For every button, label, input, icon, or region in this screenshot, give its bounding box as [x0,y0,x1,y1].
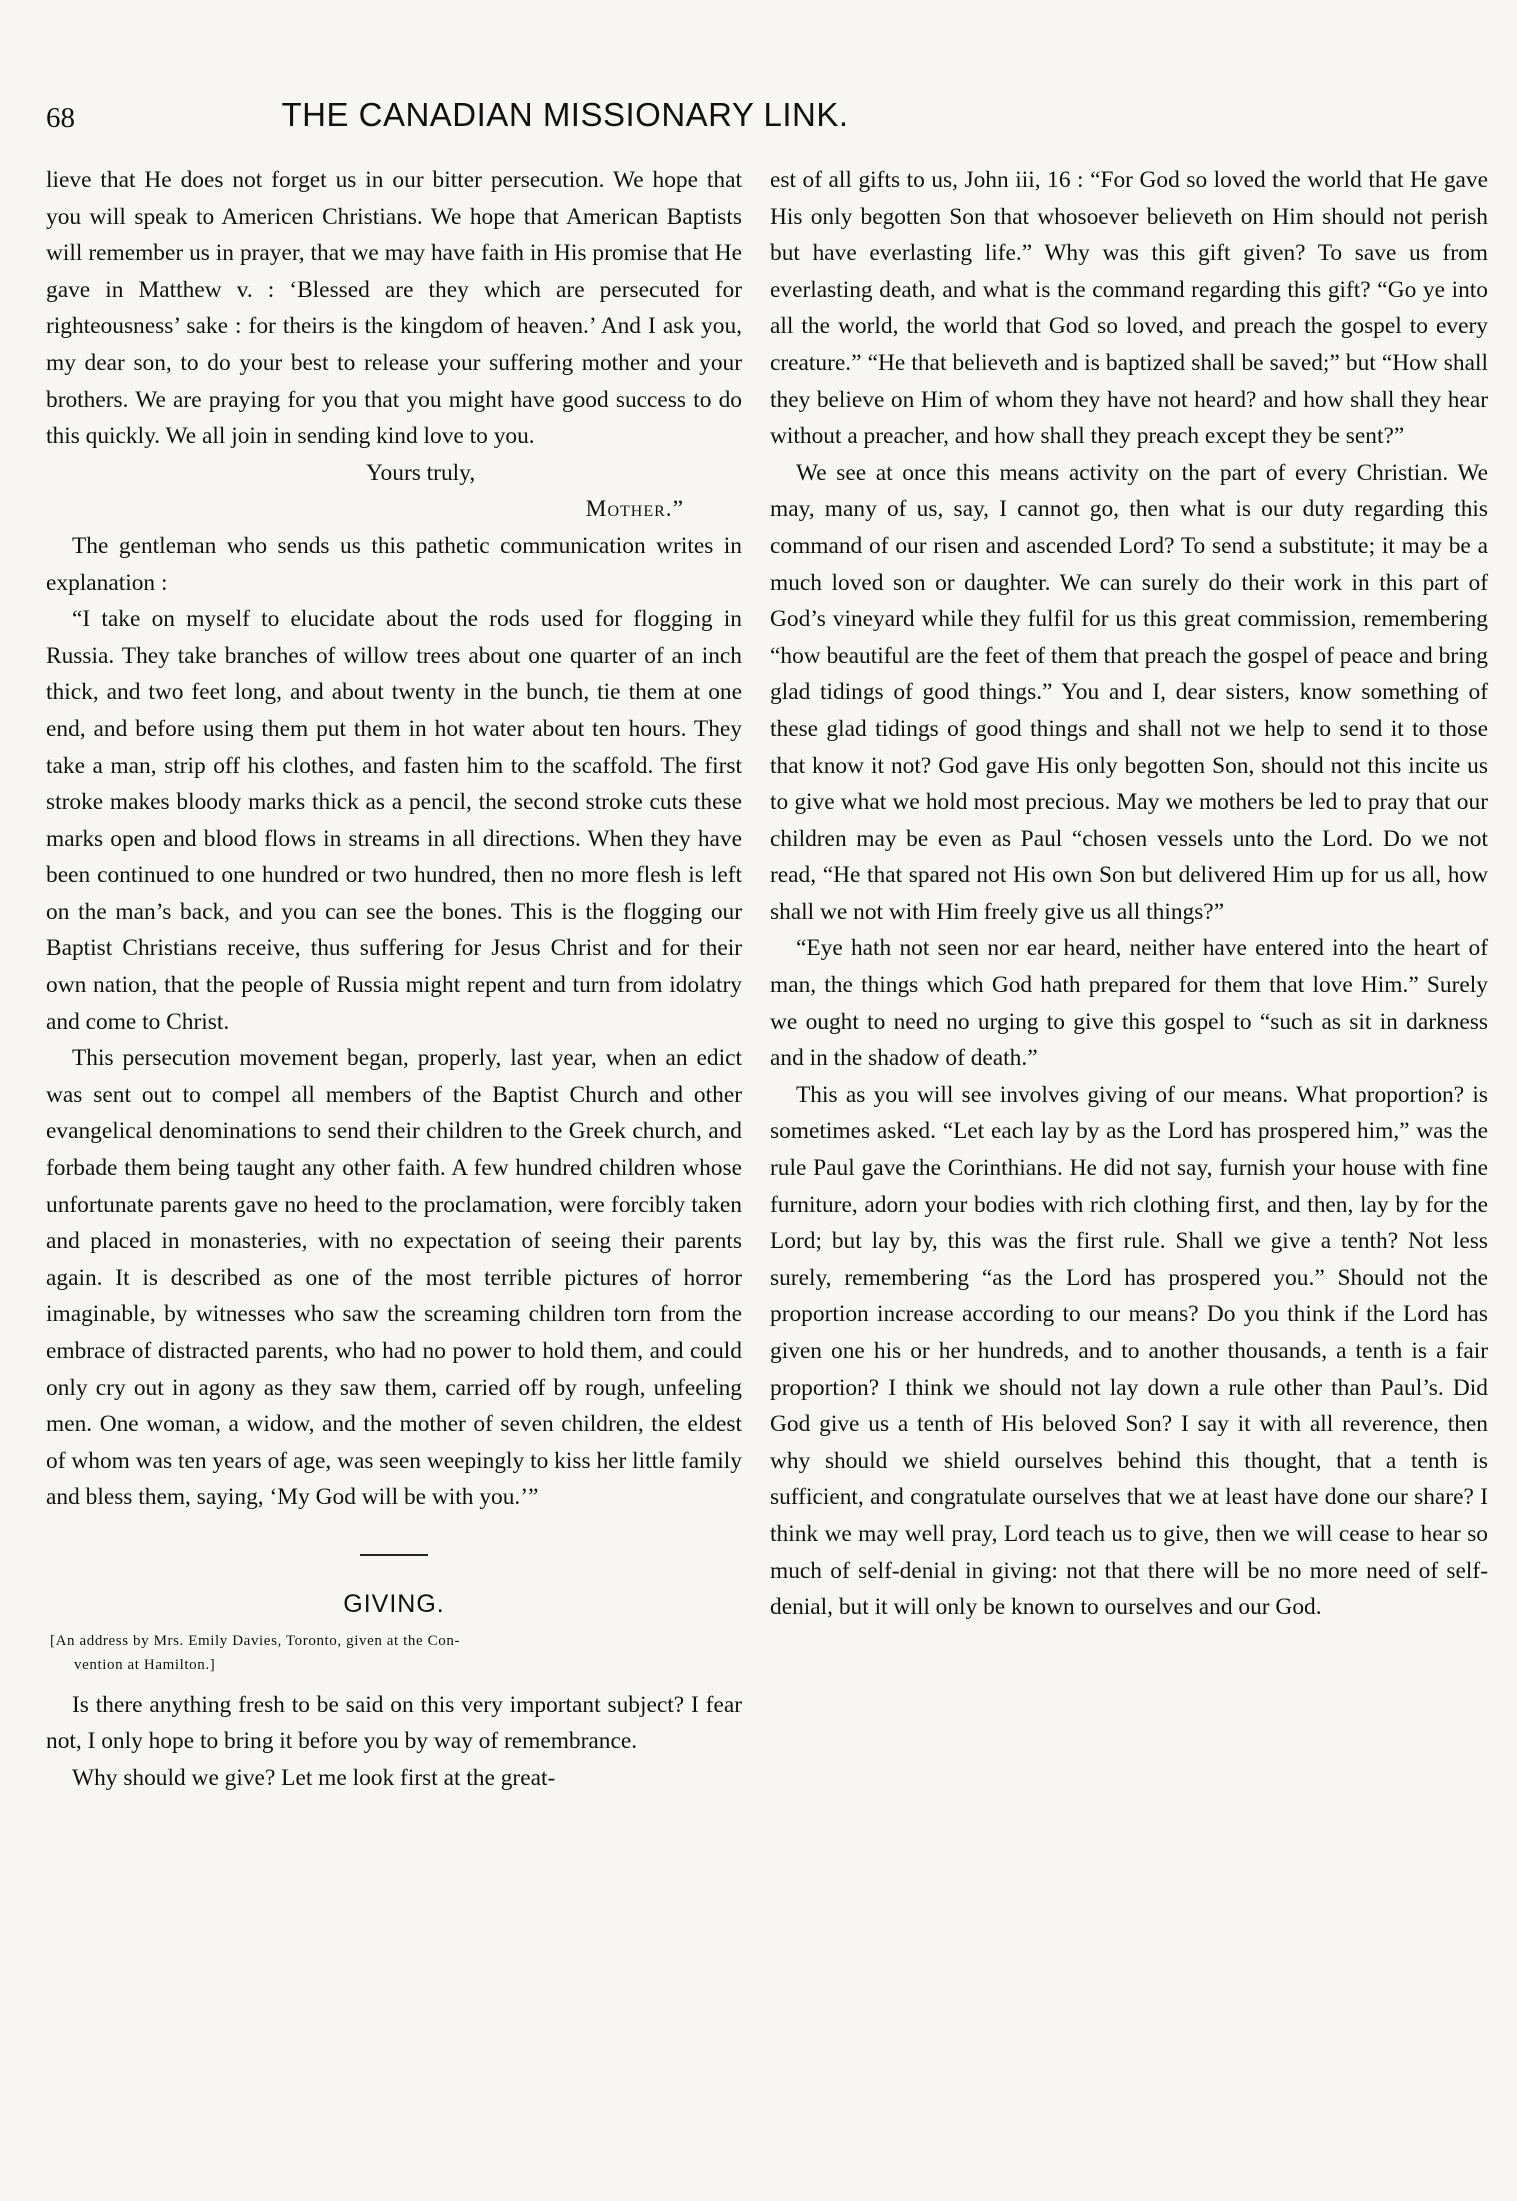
paragraph: This persecution movement began, properly, last year, when an edict was sent out to compel all members of the Baptist Church and other evangelical denominations to send their children to the Greek church, and forbade them being taught any other faith. A few hundred children whose unfortunate parents gave no heed to the proclamation, were forcibly taken and placed in monasteries, with no expectation of seeing their parents again. It is described as one of the most terrible pictures of horror imaginable, by witnesses who saw the screaming children torn from the embrace of distracted parents, who had no power to hold them, and could only cry out in agony as they saw them, carried off by rough, unfeeling men. One woman, a widow, and the mother of seven children, the eldest of whom was ten years of age, was seen weepingly to kiss her little family and bless them, saying, ‘My God will be with you.’” [46,1045,742,1511]
paragraph: This as you will see involves giving of our means. What proportion? is sometimes asked. “Let each lay by as the Lord has prospered him,” was the rule Paul gave the Corinthians. He did not say, furnish your house with fine furniture, adorn your bodies with rich clothing first, and then, lay by for the Lord; but lay by, this was the first rule. Shall we give a tenth? Not less surely, remembering “as the Lord has prospered you.” Should not the proportion increase according to our means? Do you think if the Lord has given one his or her hundreds, and to another thousands, a tenth is a fair proportion? I think we should not lay down a rule other than Paul’s. Did God give us a tenth of His beloved Son? I say it with all reverence, then why should we shield ourselves behind this thought, that a tenth is sufficient, and congratulate ourselves that we at least have done our share? I think we may well pray, Lord teach us to give, then we will cease to hear so much of self-denial in giving: not that there will be no more need of self-denial, but it will only be known to ourselves and our God. [770,1081,1488,1621]
section-note-line: [An address by Mrs. Emily Davies, Toronto, given at the Con- [50,1632,461,1649]
paragraph: est of all gifts to us, John iii, 16 : “For God so loved the world that He gave His only begotten Son that whosoever believeth on Him should not perish but have everlasting life.” Why was this gift given? To save us from everlasting death, and what is the command regarding this gift? “Go ye into all the world, the world that God so loved, and preach the gospel to every creature.” “He that believeth and is baptized shall be saved;” but “How shall they believe on Him of whom they have not heard? and how shall they hear without a preacher, and how shall they preach except they be sent?” [770,167,1488,450]
paragraph: “Eye hath not seen nor ear heard, neither have entered into the heart of man, the things which God hath prepared for them that love Him.” Surely we ought to need no urging to give this gospel to “such as sit in darkness and in the shadow of death.” [770,935,1488,1072]
paragraph: The gentleman who sends us this pathetic communication writes in explanation : [46,532,742,596]
section-title: GIVING. [343,1589,445,1618]
paragraph: Why should we give? Let me look first at the great- [72,1764,556,1791]
page-number: 68 [46,102,75,134]
publication-title: THE CANADIAN MISSIONARY LINK. [281,96,849,133]
letter-continuation: lieve that He does not forget us in our bitter persecution. We hope that you will speak to Americen Christians. We hope that American Baptists will remember us in prayer, that we may have faith in His promise that He gave in Matthew v. : ‘Blessed are they which are persecuted for righteousness’ sake : for theirs is the kingdom of heaven.’ And I ask you, my dear son, to do your best to release your suffering mother and your brothers. We are praying for you that you might have good success to do this quickly. We all join in sending kind love to you. [46,167,742,450]
section-note [46,1629,742,1677]
section-note-line: vention at Hamilton.] [74,1656,216,1673]
paragraph: Is there anything fresh to be said on this very important subject? I fear not, I only hope to bring it before you by way of remembrance. [46,1691,742,1755]
letter-closing: Yours truly, [366,459,476,486]
paragraph: “I take on myself to elucidate about the rods used for flogging in Russia. They take branches of willow trees about one quarter of an inch thick, and two feet long, and about twenty in the bunch, tie them at one end, and before using them put them in hot water about ten hours. They take a man, strip off his clothes, and fasten him to the scaffold. The first stroke makes bloody marks thick as a pencil, the second stroke cuts these marks open and blood flows in streams in all directions. When they have been continued to one hundred or two hundred, then no more flesh is left on the man’s back, and you can see the bones. This is the flogging our Baptist Christians receive, thus suffering for Jesus Christ and for their own nation, that the people of Russia might repent and turn from idolatry and come to Christ. [46,606,742,1035]
section-divider [360,1554,428,1556]
paragraph: We see at once this means activity on the part of every Christian. We may, many of us, say, I cannot go, then what is our duty regarding this command of our risen and ascended Lord? To send a substitute; it may be a much loved son or daughter. We can surely do their work in this part of God’s vineyard while they fulfil for us this great commission, remembering “how beautiful are the feet of them that preach the gospel of peace and bring glad tidings of good things.” You and I, dear sisters, know something of these glad tidings of good things and shall not we help to send it to those that know it not? God gave His only begotten Son, should not this incite us to give what we hold most precious. May we mothers be led to pray that our children may be even as Paul “chosen vessels unto the Lord. Do we not read, “He that spared not His own Son but delivered Him up for us all, how shall we not with Him freely give us all things?” [770,459,1488,925]
right-column [770,162,1488,1626]
left-column [46,162,742,1796]
page-header [40,96,1090,146]
letter-signature: Mother.” [585,496,684,523]
